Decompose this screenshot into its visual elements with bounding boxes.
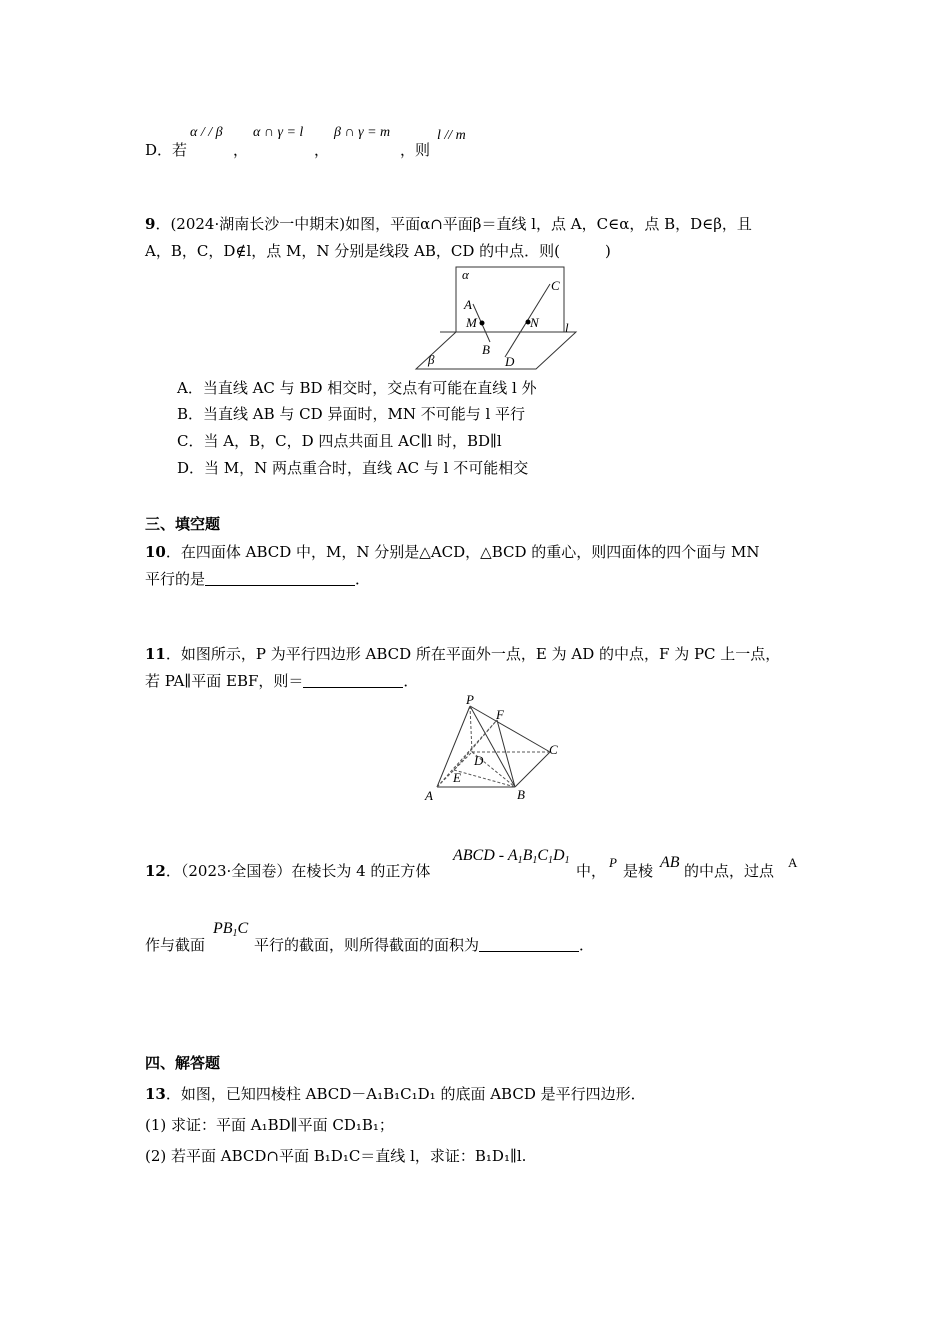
q8d-math-2: α ∩ γ = l — [253, 125, 304, 140]
fig9-D: D — [505, 354, 515, 369]
q11-text-1: ．如图所示，P 为平行四边形 ABCD 所在平面外一点，E 为 AD 的中点，F 为 PC 上一点， — [165, 645, 781, 663]
q12-sub-5: 1 — [232, 928, 238, 939]
q12-cube-d: D — [553, 847, 565, 864]
q8d-sep-1: ， — [233, 141, 249, 159]
q12-cube-c: C — [537, 847, 549, 864]
fig11-D: D — [474, 753, 484, 768]
q12-sub-4: 1 — [564, 855, 570, 866]
q10-line1 — [145, 542, 760, 562]
q12-number: 12 — [145, 862, 166, 880]
q12-text-2b: 平行的截面，则所得截面的面积为 — [254, 936, 480, 954]
q11-line1 — [145, 644, 780, 664]
q12-point-p: P — [609, 855, 617, 870]
q13-part-2: (2) 若平面 ABCD∩平面 B₁D₁C＝直线 l，求证：B₁D₁∥l. — [145, 1147, 527, 1165]
q10-answer-blank[interactable] — [205, 571, 355, 586]
q11-answer-blank[interactable] — [303, 673, 403, 688]
q13-number: 13 — [145, 1085, 166, 1103]
fig11-E: E — [453, 770, 461, 785]
fig11-F: F — [496, 707, 504, 722]
fig9-alpha: α — [462, 267, 469, 282]
q8d-math-4: l // m — [437, 128, 466, 143]
fig11-C: C — [549, 742, 558, 757]
q8d-math-3: β ∩ γ = m — [334, 125, 391, 140]
section-4-title: 四、解答题 — [145, 1054, 221, 1072]
q12-line2b — [254, 935, 594, 955]
q9-number: 9 — [145, 215, 156, 233]
q9-option-d: D．当 M，N 两点重合时，直线 AC 与 l 不可能相交 — [177, 459, 529, 477]
q11-number: 11 — [145, 645, 166, 663]
q9-text-1: ．(2024·湖南长沙一中期末)如图，平面α∩平面β＝直线 l，点 A，C∈α，点 B，D∈β，且 — [155, 215, 752, 233]
q9-line2: A，B，C，D∉l，点 M，N 分别是线段 AB，CD 的中点．则( ) — [145, 242, 611, 260]
q12-point-a: A — [788, 855, 798, 870]
q11-figure-pyramid — [420, 692, 565, 807]
fig9-B: B — [482, 342, 490, 357]
q10-line2 — [145, 569, 370, 589]
q12-cube-b: B — [522, 847, 533, 864]
q12-section-pb1c — [213, 919, 248, 944]
q9-option-b: B．当直线 AB 与 CD 异面时，MN 不可能与 l 平行 — [177, 405, 526, 423]
q9-option-a: A．当直线 AC 与 BD 相交时，交点有可能在直线 l 外 — [177, 379, 537, 397]
q13-text-1: ．如图，已知四棱柱 ABCD－A₁B₁C₁D₁ 的底面 ABCD 是平行四边形． — [165, 1085, 646, 1103]
q12-cube-a: ABCD - A — [453, 847, 518, 864]
q10-text-2: 平行的是 — [145, 570, 206, 588]
q9-figure-planes — [410, 262, 585, 374]
fig9-N: N — [530, 315, 539, 330]
q12-line1-start — [145, 861, 430, 881]
q10-end: ． — [355, 570, 371, 588]
fig11-A: A — [425, 788, 433, 803]
q12-pb: PB — [213, 920, 233, 937]
q12-text-a: ．（2023·全国卷）在棱长为 4 的正方体 — [165, 862, 431, 880]
fig11-B: B — [517, 787, 525, 802]
q12-mid: 中， — [576, 862, 607, 880]
q12-c: C — [237, 920, 249, 937]
q12-cube-name — [453, 846, 570, 871]
q13-part-1: (1) 求证：平面 A₁BD∥平面 CD₁B₁； — [145, 1116, 394, 1134]
q12-sub-1: 1 — [517, 855, 523, 866]
q8d-then: ，则 — [400, 141, 431, 159]
section-3-title: 三、填空题 — [145, 515, 221, 533]
q12-midpt: 的中点，过点 — [684, 862, 775, 880]
fig9-l: l — [565, 320, 569, 335]
q11-text-2: 若 PA∥平面 EBF，则＝ — [145, 672, 304, 690]
q9-option-c: C．当 A，B，C，D 四点共面且 AC∥l 时，BD∥l — [177, 432, 502, 450]
fig9-M: M — [466, 315, 477, 330]
q11-end: ． — [403, 672, 419, 690]
q12-end: ． — [579, 936, 595, 954]
fig9-C: C — [551, 278, 560, 293]
q12-line2a: 作与截面 — [145, 936, 206, 954]
q8d-sep-2: ， — [314, 141, 330, 159]
q12-isedge: 是棱 — [623, 862, 654, 880]
q9-line1 — [145, 214, 752, 234]
fig11-P: P — [466, 692, 474, 707]
q12-sub-3: 1 — [548, 855, 554, 866]
q10-text-1: ．在四面体 ABCD 中，M，N 分别是△ACD，△BCD 的重心，则四面体的四个面与 MN — [165, 543, 760, 561]
fig9-A: A — [464, 297, 472, 312]
q8d-label: D．若 — [145, 141, 188, 159]
q8d-math-1: α / / β — [190, 125, 223, 140]
q12-sub-2: 1 — [532, 855, 538, 866]
fig9-beta: β — [428, 352, 435, 367]
q12-answer-blank[interactable] — [479, 937, 579, 952]
q12-edge-ab: AB — [660, 854, 680, 871]
q13-line1 — [145, 1084, 646, 1104]
q8-option-d — [145, 140, 187, 160]
q10-number: 10 — [145, 543, 166, 561]
q11-line2 — [145, 671, 418, 691]
